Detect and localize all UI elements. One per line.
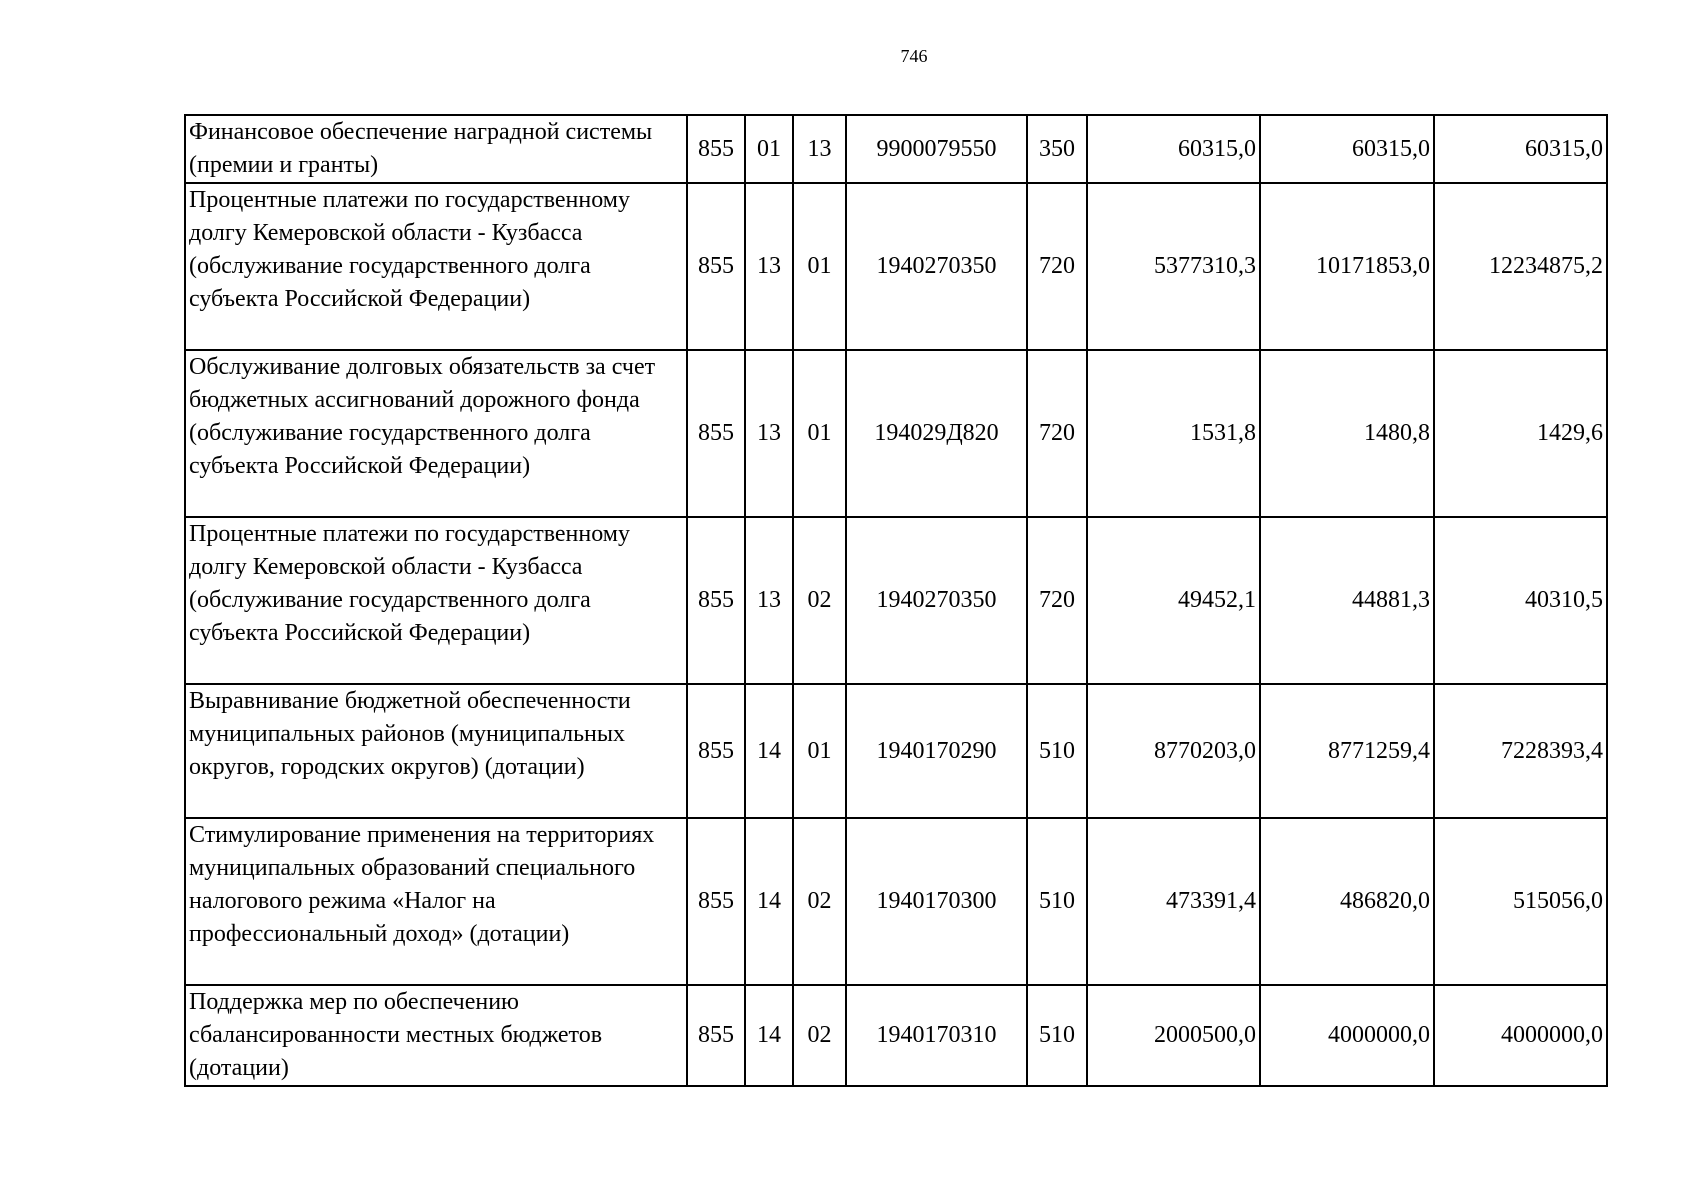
expense-type-code: 720 (1027, 517, 1087, 684)
row-description: Поддержка мер по обеспечению сбалансированности местных бюджетов (дотации) (185, 985, 687, 1086)
amount-year-1: 1531,8 (1087, 350, 1260, 517)
amount-year-3: 12234875,2 (1434, 183, 1607, 350)
budget-table (184, 114, 1608, 1087)
subsection-code: 13 (793, 115, 846, 183)
amount-year-1: 60315,0 (1087, 115, 1260, 183)
table-row (185, 684, 1607, 818)
expense-type-code: 720 (1027, 183, 1087, 350)
ministry-code: 855 (687, 183, 745, 350)
amount-year-2: 44881,3 (1260, 517, 1434, 684)
amount-year-2: 60315,0 (1260, 115, 1434, 183)
section-code: 01 (745, 115, 793, 183)
amount-year-1: 49452,1 (1087, 517, 1260, 684)
amount-year-3: 60315,0 (1434, 115, 1607, 183)
section-code: 14 (745, 985, 793, 1086)
section-code: 14 (745, 684, 793, 818)
section-code: 14 (745, 818, 793, 985)
table-row (185, 818, 1607, 985)
amount-year-1: 8770203,0 (1087, 684, 1260, 818)
table-row (185, 183, 1607, 350)
subsection-code: 02 (793, 985, 846, 1086)
table-row (185, 350, 1607, 517)
amount-year-2: 4000000,0 (1260, 985, 1434, 1086)
target-article-code: 1940170310 (846, 985, 1027, 1086)
expense-type-code: 510 (1027, 818, 1087, 985)
target-article-code: 1940270350 (846, 517, 1027, 684)
target-article-code: 1940270350 (846, 183, 1027, 350)
section-code: 13 (745, 183, 793, 350)
row-description: Стимулирование применения на территориях муниципальных образований специального налогового режима «Налог на профессиональный доход» (дотации) (185, 818, 687, 985)
amount-year-3: 1429,6 (1434, 350, 1607, 517)
table-row (185, 115, 1607, 183)
subsection-code: 02 (793, 517, 846, 684)
expense-type-code: 350 (1027, 115, 1087, 183)
ministry-code: 855 (687, 684, 745, 818)
amount-year-1: 473391,4 (1087, 818, 1260, 985)
amount-year-3: 4000000,0 (1434, 985, 1607, 1086)
expense-type-code: 510 (1027, 684, 1087, 818)
target-article-code: 1940170290 (846, 684, 1027, 818)
amount-year-1: 5377310,3 (1087, 183, 1260, 350)
row-description: Выравнивание бюджетной обеспеченности муниципальных районов (муниципальных округов, городских округов) (дотации) (185, 684, 687, 818)
ministry-code: 855 (687, 985, 745, 1086)
page-number: 746 (900, 46, 928, 66)
row-description: Процентные платежи по государственному долгу Кемеровской области - Кузбасса (обслуживание государственного долга субъекта Российской Федерации) (185, 517, 687, 684)
expense-type-code: 720 (1027, 350, 1087, 517)
subsection-code: 01 (793, 350, 846, 517)
ministry-code: 855 (687, 115, 745, 183)
amount-year-1: 2000500,0 (1087, 985, 1260, 1086)
target-article-code: 9900079550 (846, 115, 1027, 183)
row-description: Процентные платежи по государственному долгу Кемеровской области - Кузбасса (обслуживание государственного долга субъекта Российской Федерации) (185, 183, 687, 350)
amount-year-2: 8771259,4 (1260, 684, 1434, 818)
section-code: 13 (745, 517, 793, 684)
table-row (185, 985, 1607, 1086)
ministry-code: 855 (687, 818, 745, 985)
subsection-code: 01 (793, 183, 846, 350)
target-article-code: 194029Д820 (846, 350, 1027, 517)
ministry-code: 855 (687, 350, 745, 517)
expense-type-code: 510 (1027, 985, 1087, 1086)
amount-year-3: 515056,0 (1434, 818, 1607, 985)
amount-year-3: 7228393,4 (1434, 684, 1607, 818)
target-article-code: 1940170300 (846, 818, 1027, 985)
amount-year-2: 1480,8 (1260, 350, 1434, 517)
ministry-code: 855 (687, 517, 745, 684)
subsection-code: 02 (793, 818, 846, 985)
table-row (185, 517, 1607, 684)
amount-year-2: 486820,0 (1260, 818, 1434, 985)
subsection-code: 01 (793, 684, 846, 818)
row-description: Финансовое обеспечение наградной системы (премии и гранты) (185, 115, 687, 183)
row-description: Обслуживание долговых обязательств за счет бюджетных ассигнований дорожного фонда (обслуживание государственного долга субъекта Российской Федерации) (185, 350, 687, 517)
amount-year-3: 40310,5 (1434, 517, 1607, 684)
section-code: 13 (745, 350, 793, 517)
amount-year-2: 10171853,0 (1260, 183, 1434, 350)
